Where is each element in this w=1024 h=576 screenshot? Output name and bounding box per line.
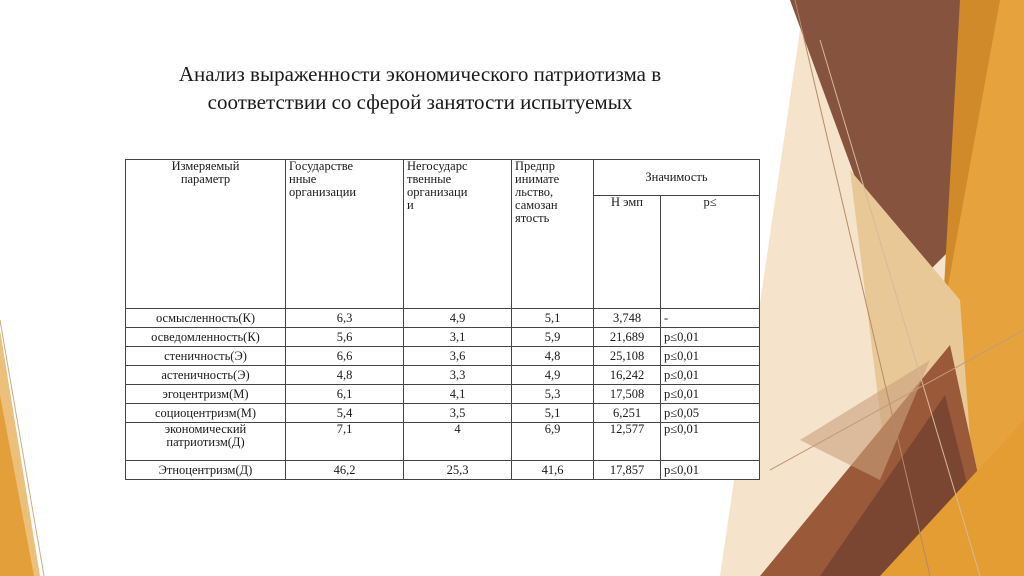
header-state	[286, 160, 404, 309]
cell-nonstate: 25,3	[404, 461, 512, 480]
table-row	[126, 385, 760, 404]
row-label-line: экономический	[164, 422, 247, 436]
cell-h: 3,748	[594, 309, 661, 328]
cell-p: р≤0,01	[661, 366, 760, 385]
header-nonstate-line: и	[407, 198, 414, 212]
row-label: социоцентризм(М)	[126, 404, 286, 423]
table-row	[126, 328, 760, 347]
cell-nonstate: 3,6	[404, 347, 512, 366]
cell-state: 6,1	[286, 385, 404, 404]
table-row	[126, 347, 760, 366]
cell-business: 41,6	[512, 461, 594, 480]
row-label: стеничность(Э)	[126, 347, 286, 366]
cell-business: 5,3	[512, 385, 594, 404]
row-label	[126, 423, 286, 461]
cell-p: -	[661, 309, 760, 328]
row-label: астеничность(Э)	[126, 366, 286, 385]
cell-h: 17,508	[594, 385, 661, 404]
cell-nonstate: 4,1	[404, 385, 512, 404]
header-h-emp: Н эмп	[594, 196, 661, 309]
header-business-line: самозан	[515, 198, 558, 212]
header-nonstate	[404, 160, 512, 309]
header-param-line: параметр	[180, 172, 231, 186]
table-row	[126, 423, 760, 461]
cell-business: 4,9	[512, 366, 594, 385]
cell-state: 46,2	[286, 461, 404, 480]
cell-business: 5,1	[512, 309, 594, 328]
cell-state: 4,8	[286, 366, 404, 385]
header-nonstate-line: Негосударс	[407, 159, 468, 173]
table-row	[126, 309, 760, 328]
cell-p: р≤0,01	[661, 328, 760, 347]
cell-h: 17,857	[594, 461, 661, 480]
row-label: Этноцентризм(Д)	[126, 461, 286, 480]
cell-state: 6,3	[286, 309, 404, 328]
header-significance: Значимость	[594, 160, 760, 196]
cell-p: р≤0,01	[661, 423, 760, 461]
cell-state: 7,1	[286, 423, 404, 461]
cell-nonstate: 3,5	[404, 404, 512, 423]
cell-h: 25,108	[594, 347, 661, 366]
cell-business: 4,8	[512, 347, 594, 366]
header-state-line: организации	[289, 185, 357, 199]
table-row	[126, 461, 760, 480]
header-state-line: нные	[289, 172, 317, 186]
cell-nonstate: 4	[404, 423, 512, 461]
header-business-line: инимате	[515, 172, 560, 186]
header-nonstate-line: организаци	[407, 185, 468, 199]
header-param-line: Измеряемый	[171, 159, 240, 173]
table-header-row-1	[126, 160, 760, 196]
slide-title	[100, 60, 740, 116]
cell-p: р≤0,01	[661, 347, 760, 366]
cell-business: 5,1	[512, 404, 594, 423]
cell-h: 21,689	[594, 328, 661, 347]
cell-business: 6,9	[512, 423, 594, 461]
title-line-1: Анализ выраженности экономического патриотизма в	[178, 62, 662, 86]
cell-nonstate: 4,9	[404, 309, 512, 328]
header-param	[126, 160, 286, 309]
table-row	[126, 366, 760, 385]
row-label: осмысленность(К)	[126, 309, 286, 328]
row-label: осведомленность(К)	[126, 328, 286, 347]
cell-business: 5,9	[512, 328, 594, 347]
header-p: р≤	[661, 196, 760, 309]
cell-state: 6,6	[286, 347, 404, 366]
header-business-line: ятость	[515, 211, 550, 225]
cell-h: 6,251	[594, 404, 661, 423]
header-nonstate-line: твенные	[407, 172, 452, 186]
table-row	[126, 404, 760, 423]
cell-p: р≤0,05	[661, 404, 760, 423]
header-business	[512, 160, 594, 309]
row-label: эгоцентризм(М)	[126, 385, 286, 404]
cell-state: 5,4	[286, 404, 404, 423]
header-business-line: льство,	[515, 185, 554, 199]
cell-h: 16,242	[594, 366, 661, 385]
title-line-2: соответствии со сферой занятости испытуемых	[207, 90, 633, 114]
cell-h: 12,577	[594, 423, 661, 461]
header-business-line: Предпр	[515, 159, 555, 173]
cell-nonstate: 3,1	[404, 328, 512, 347]
cell-state: 5,6	[286, 328, 404, 347]
header-state-line: Государстве	[289, 159, 354, 173]
cell-p: р≤0,01	[661, 385, 760, 404]
results-table	[125, 159, 760, 480]
cell-nonstate: 3,3	[404, 366, 512, 385]
cell-p: р≤0,01	[661, 461, 760, 480]
row-label-line: патриотизм(Д)	[166, 435, 245, 449]
